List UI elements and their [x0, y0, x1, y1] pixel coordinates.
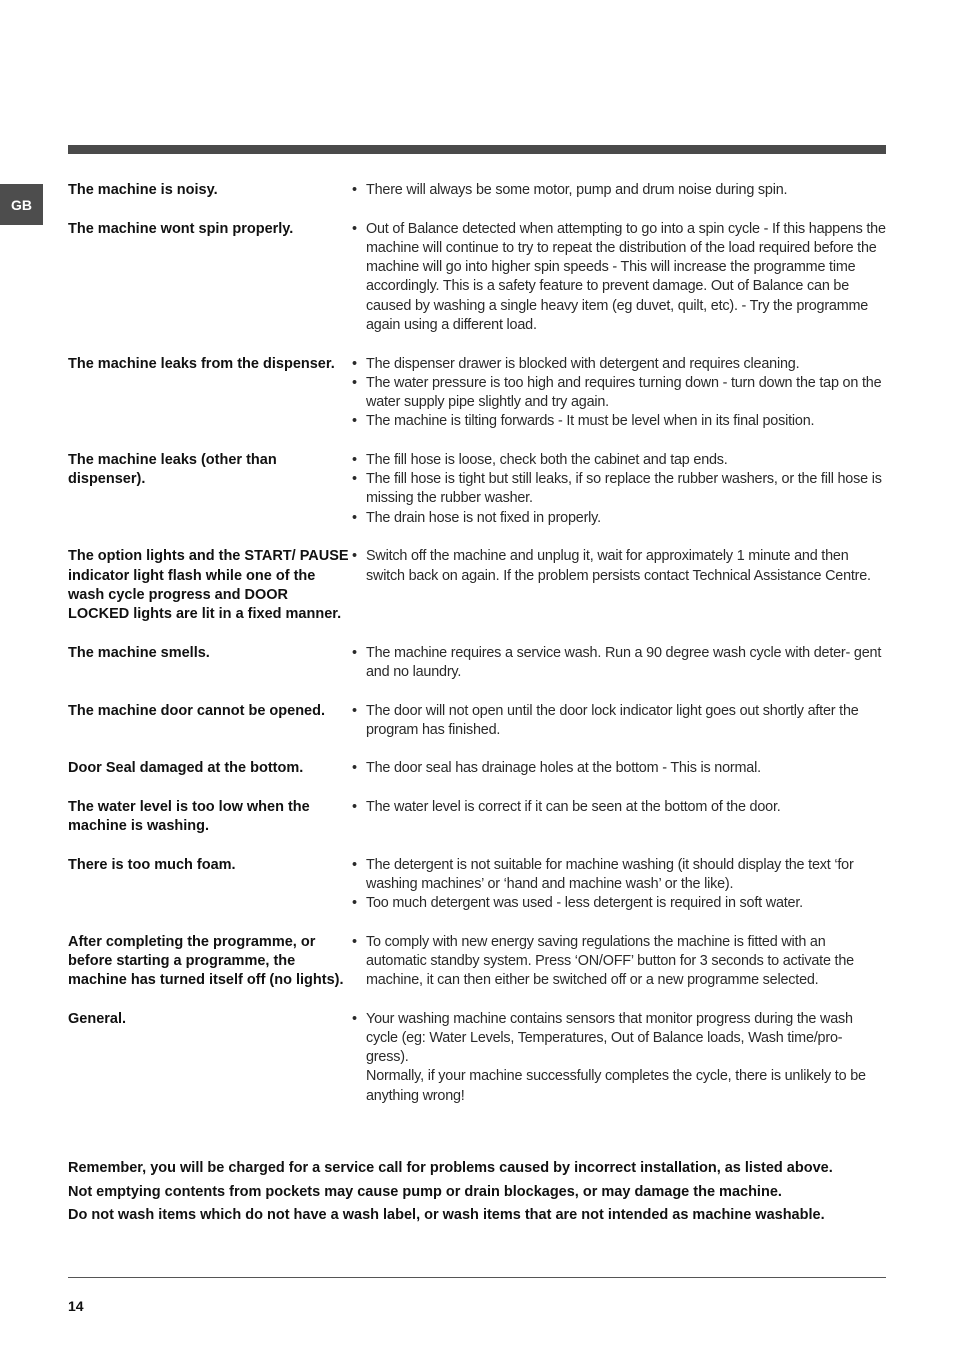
problem-text: The machine smells.: [68, 644, 210, 661]
troubleshooting-row: [68, 798, 886, 836]
troubleshooting-row: [68, 181, 886, 200]
solution-item: • The drain hose is not fixed in properly.: [352, 509, 886, 528]
troubleshooting-row: [68, 856, 886, 914]
solution-item: • To comply with new energy saving regulations the machine is fitted with an automatic standby system. Press ‘ON/OFF’ button for 3 seconds to activate the machine, it can then either be switched off or a new programme selected.: [352, 933, 886, 991]
solution-item: • The fill hose is tight but still leaks, if so replace the rubber washers, or the fill hose is missing the rubber washer.: [352, 470, 886, 508]
problem-text: General.: [68, 1010, 127, 1027]
page-number: 14: [68, 1298, 84, 1314]
problem-text: The machine wont spin properly.: [68, 220, 294, 237]
solution-item: • The machine is tilting forwards - It must be level when in its final position.: [352, 412, 886, 431]
solution-list: [352, 644, 886, 682]
troubleshooting-row: [68, 1010, 886, 1106]
solution-list: [352, 220, 886, 335]
troubleshooting-row: [68, 644, 886, 682]
troubleshooting-table: [68, 181, 886, 1106]
solution-item: • The water pressure is too high and requires turning down - turn down the tap on the water supply pipe slightly and try again.: [352, 374, 886, 412]
problem-text: After completing the programme, or before starting a programme, the machine has turned itself off (no lights).: [68, 933, 344, 988]
solution-list: [352, 933, 886, 991]
troubleshooting-row: [68, 933, 886, 991]
problem-text: The machine is noisy.: [68, 182, 218, 198]
troubleshooting-row: [68, 702, 886, 740]
solution-item: • Switch off the machine and unplug it, wait for approximately 1 minute and then switch back on again. If the problem persists contact Technical Assistance Centre.: [352, 547, 886, 585]
troubleshooting-row: [68, 451, 886, 528]
solution-list: [352, 856, 886, 914]
troubleshooting-row: [68, 759, 886, 778]
solution-item: • The fill hose is loose, check both the cabinet and tap ends.: [352, 451, 886, 470]
solution-item: • The detergent is not suitable for machine washing (it should display the text ‘for washing machines’ or ‘hand and machine wash’ or the like).: [352, 856, 886, 894]
solution-item: • There will always be some motor, pump and drum noise during spin.: [352, 181, 886, 200]
troubleshooting-row: [68, 220, 886, 335]
solution-item: • Your washing machine contains sensors that monitor progress during the wash cycle (eg: Water Levels, Temperatures, Out of Balance loads, Wash time/pro- gress).: [352, 1010, 886, 1068]
problem-text: The option lights and the START/ PAUSE indicator light flash while one of the wash cycle progress and DOOR LOCKED lights are lit in a fixed manner.: [68, 548, 349, 623]
problem-text: The machine leaks (other than dispenser).: [68, 452, 277, 488]
footnote: Not emptying contents from pockets may cause pump or drain blockages, or may damage the machine.: [68, 1183, 782, 1200]
solution-list: [352, 759, 886, 778]
footnote: Do not wash items which do not have a wash label, or wash items that are not intended as machine washable.: [68, 1207, 825, 1224]
solution-item: • The machine requires a service wash. Run a 90 degree wash cycle with deter- gent and no laundry.: [352, 644, 886, 682]
solution-item: • Too much detergent was used - less detergent is required in soft water.: [352, 894, 886, 913]
solution-list: [352, 798, 886, 836]
footer-rule: [68, 1277, 886, 1278]
problem-text: The machine door cannot be opened.: [68, 702, 325, 719]
solution-item: • The door will not open until the door lock indicator light goes out shortly after the program has finished.: [352, 702, 886, 740]
solution-list: [352, 547, 886, 624]
problem-text: There is too much foam.: [68, 856, 236, 873]
solution-list: [352, 355, 886, 432]
troubleshooting-row: [68, 355, 886, 432]
troubleshooting-row: [68, 547, 886, 624]
footnote: Remember, you will be charged for a service call for problems caused by incorrect installation, as listed above.: [68, 1160, 833, 1176]
language-tab: GB: [0, 184, 43, 225]
solution-list: [352, 1010, 886, 1106]
solution-list: [352, 451, 886, 528]
solution-item: • The door seal has drainage holes at the bottom - This is normal.: [352, 759, 886, 778]
header-rule: [68, 145, 886, 154]
solution-item: • The water level is correct if it can be seen at the bottom of the door.: [352, 798, 886, 817]
problem-text: Door Seal damaged at the bottom.: [68, 760, 304, 777]
problem-text: The water level is too low when the machine is washing.: [68, 798, 310, 834]
solution-list: [352, 702, 886, 740]
problem-text: The machine leaks from the dispenser.: [68, 355, 335, 372]
solution-item: Normally, if your machine successfully completes the cycle, there is unlikely to be anything wrong!: [366, 1068, 866, 1104]
solution-item: • Out of Balance detected when attempting to go into a spin cycle - If this happens the machine will continue to try to repeat the distribution of the load required before the machine will go into higher spin speeds - This will increase the programme time accordingly. This is a safety feature to prevent damage. Out of Balance can be caused by washing a single heavy item (eg duvet, quilt, etc). - Try the programme again using a different load.: [352, 220, 886, 335]
solution-list: [352, 181, 886, 200]
footnotes: [68, 1159, 886, 1230]
solution-item: • The dispenser drawer is blocked with detergent and requires cleaning.: [352, 355, 886, 374]
